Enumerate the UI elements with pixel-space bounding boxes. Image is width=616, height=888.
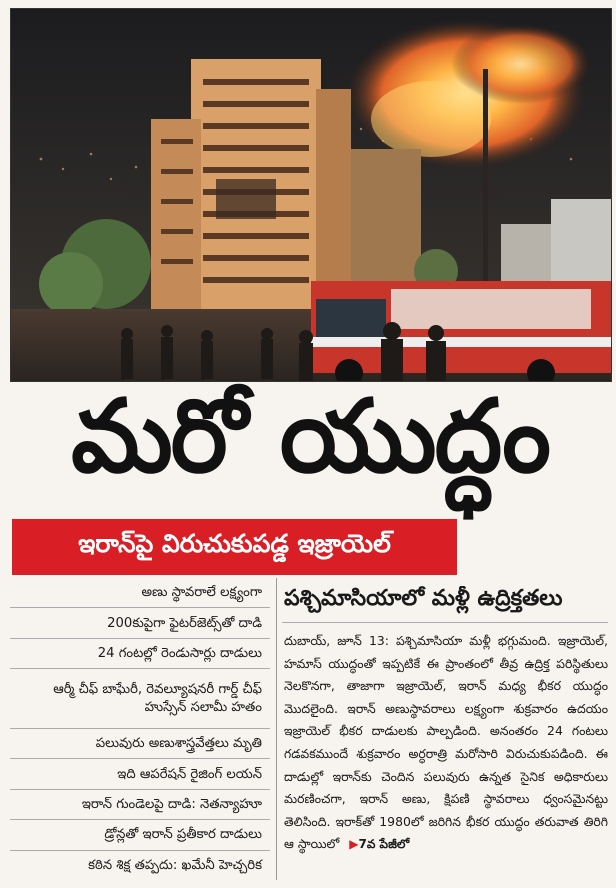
story-heading: పశ్చిమాసియాలో మళ్లీ ఉద్రిక్తతలు: [284, 586, 563, 611]
arrow-icon: ▶: [349, 837, 359, 852]
headline-word-2: యుద్ధం: [279, 377, 549, 496]
story-dateline: దుబాయ్, జూన్ 13:: [284, 633, 389, 648]
news-photo: [10, 8, 612, 382]
continued-label: 7వ పేజీలో: [358, 837, 410, 852]
highlight-item: ఆర్మీ చీఫ్ బాఘేరీ, రెవల్యూషనరీ గార్డ్ చీఫ్ హుస్సేన్ సలామీ హతం: [10, 669, 270, 729]
story-text: పశ్చిమాసియా మళ్లీ భగ్గుమంది. ఇజ్రాయెల్, హమాస్ యుద్ధంతో ఇప్పటికే ఈ ప్రాంతంలో తీవ్ర ఉద్రిక్త పరిస్థితులు నెలకొనగా, తాజాగా ఇజ్రాయెల్, ఇరాన్ మధ్య భీకర యుద్ధం మొదలైంది. ఇరాన్ అణుస్థావరాలు లక్ష్యంగా శుక్రవారం ఉదయం ఇజ్రాయెల్ భీకర దాడులకు పాల్పడింది. అనంతరం 24 గంటలు గడవకముందే శుక్రవారం అర్ధరాత్రి మరోసారి విరుచుకుపడింది. ఈ దాడుల్లో ఇరాన్‌కు చెందిన పలువురు ఉన్నత సైనిక అధికారులు మరణించగా, ఇరాన్ అణు, క్షిపణి స్థావరాలు ధ్వంసమైనట్టు తెలిసింది. ఇరాక్‌తో 1980లో జరిగిన భీకర యుద్ధం తరువాత తిరిగి ఆ స్థాయిలో: [284, 633, 608, 852]
highlight-item: అణు స్థావరాలే లక్ష్యంగా: [10, 578, 270, 608]
story-divider: [282, 622, 608, 623]
highlight-item: కఠిన శిక్ష తప్పదు: ఖమేనీ హెచ్చరిక: [88, 857, 262, 873]
continued-link[interactable]: [349, 833, 409, 856]
highlight-item: డ్రోన్లతో ఇరాన్ ప్రతీకార దాడులు: [10, 820, 270, 850]
highlight-item: 24 గంటల్లో రెండుసార్లు దాడులు: [10, 639, 270, 669]
banner-text: ఇరాన్‌పై విరుచుకుపడ్డ ఇజ్రాయెల్: [78, 529, 391, 558]
highlights-column: [10, 578, 270, 880]
column-divider: [276, 578, 277, 880]
subheadline-banner: [12, 519, 457, 575]
highlight-item: ఇది ఆపరేషన్ రైజింగ్ లయన్: [10, 759, 270, 789]
highlight-item: పలువురు అణుశాస్త్రవేత్తలు మృతి: [10, 729, 270, 759]
highlight-item: ఇరాన్ గుండెలపై దాడి: నెతన్యాహూ: [10, 790, 270, 820]
main-headline: [10, 377, 610, 512]
story-body: [284, 630, 608, 882]
headline-word-1: మరో: [71, 377, 246, 496]
highlight-item: 200కుపైగా ఫైటర్‌జెట్స్‌తో దాడి: [10, 608, 270, 638]
